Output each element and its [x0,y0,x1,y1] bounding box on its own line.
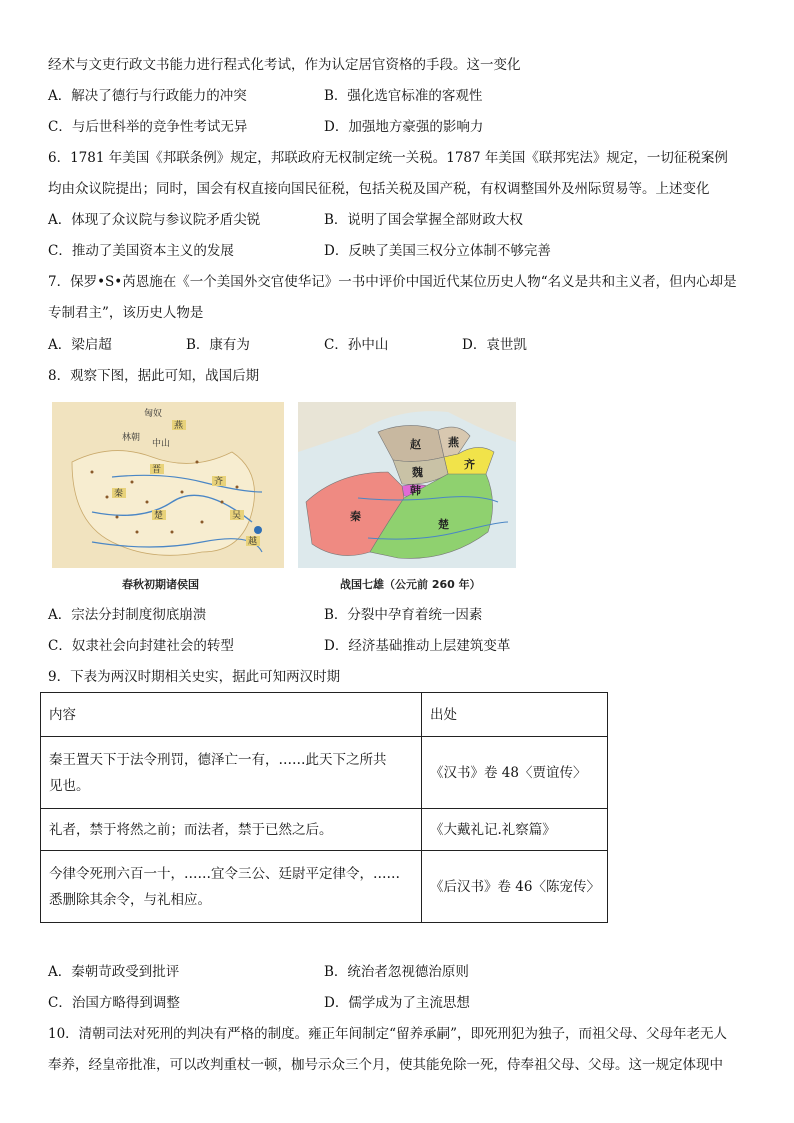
map1-label-jin: 晋 [152,465,162,475]
map2-label-qi: 齐 [464,458,475,471]
q9-option-a[interactable]: A．秦朝苛政受到批评 [48,964,180,980]
map2-label-chu: 楚 [438,518,449,531]
q8-option-d[interactable]: D．经济基础推动上层建筑变革 [324,638,511,654]
table-cell-source: 《汉书》卷 48〈贾谊传〉 [422,737,608,809]
map2-label-wei: 魏 [412,466,423,479]
map1-label-chu: 楚 [154,511,164,521]
q9-stem: 9．下表为两汉时期相关史实，据此可知两汉时期 [48,669,341,685]
history-source-table [40,692,608,923]
cell-text-line: 见也。 [49,777,90,794]
q7-option-a[interactable]: A．梁启超 [48,337,112,353]
table-cell-source: 《后汉书》卷 46〈陈宠传〉 [422,851,608,923]
map1-label-qin: 秦 [114,489,124,499]
map1-label-linchao: 林朝 [122,433,141,443]
q8-option-a[interactable]: A．宗法分封制度彻底崩溃 [48,607,207,623]
table-header-content: 内容 [41,693,422,737]
q7-option-b[interactable]: B．康有为 [186,337,250,353]
table-row [41,737,608,809]
q5-option-c[interactable]: C．与后世科举的竞争性考试无异 [48,119,248,135]
q7-option-c[interactable]: C．孙中山 [324,337,389,353]
cell-text-line: 秦王置天下于法令刑罚，德泽亡一有，……此天下之所共 [49,751,387,768]
warring-states-map [298,402,516,568]
q10-stem-line1: 10．清朝司法对死刑的判决有严格的制度。雍正年间制定“留养承嗣”，即死刑犯为独子，而祖父母、父母年老无人 [48,1026,727,1042]
q6-option-a[interactable]: A．体现了众议院与参议院矛盾尖锐 [48,212,261,228]
table-cell-content [41,737,422,809]
q6-stem-line2: 均由众议院提出；同时，国会有权直接向国民征税，包括关税及国产税，有权调整国外及州际贸易等。上述变化 [48,181,710,197]
map1-label-xiongnu: 匈奴 [144,409,163,419]
table-row [41,851,608,923]
spring-autumn-map [52,402,284,568]
q7-stem-line2: 专制君主”，该历史人物是 [48,305,204,321]
q7-stem-line1: 7．保罗•S•芮恩施在《一个美国外交官使华记》一书中评价中国近代某位历史人物“名义是共和主义者，但内心却是 [48,274,737,290]
map2-label-han: 韩 [410,484,421,497]
map1-label-qi: 齐 [214,477,224,487]
table-cell-source: 《大戴礼记.礼察篇》 [422,809,608,851]
q6-stem-line1: 6．1781 年美国《邦联条例》规定，邦联政府无权制定统一关税。1787 年美国《联邦宪法》规定，一切征税案例 [48,150,728,166]
table-header-source: 出处 [422,693,608,737]
q8-stem: 8．观察下图，据此可知，战国后期 [48,368,260,384]
q6-option-c[interactable]: C．推动了美国资本主义的发展 [48,243,234,259]
table-cell-content [41,851,422,923]
q5-option-a[interactable]: A．解决了德行与行政能力的冲突 [48,88,247,104]
q9-option-b[interactable]: B．统治者忽视德治原则 [324,964,469,980]
cell-text-line: 今律令死刑六百一十，……宜令三公、廷尉平定律令，…… [49,865,400,882]
q5-option-b[interactable]: B．强化选官标准的客观性 [324,88,483,104]
map1-label-yan: 燕 [174,421,184,431]
q6-option-d[interactable]: D．反映了美国三权分立体制不够完善 [324,243,551,259]
map2-label-zhao: 赵 [410,438,421,451]
q10-stem-line2: 奉养，经皇帝批准，可以改判重杖一顿，枷号示众三个月，使其能免除一死，侍奉祖父母、父母。这一规定体现中 [48,1057,723,1073]
q9-option-c[interactable]: C．治国方略得到调整 [48,995,180,1011]
map2-caption: 战国七雄（公元前 260 年） [340,578,481,591]
map1-caption: 春秋初期诸侯国 [122,578,199,591]
map1-label-zhongshan: 中山 [152,439,171,449]
q8-option-c[interactable]: C．奴隶社会向封建社会的转型 [48,638,234,654]
q5-stem-tail: 经术与文吏行政文书能力进行程式化考试，作为认定居官资格的手段。这一变化 [48,57,521,73]
map1-label-yue: 越 [248,537,258,547]
map2-label-qin: 秦 [350,510,361,523]
cell-text-line: 悉删除其余令，与礼相应。 [49,891,211,908]
table-row [41,809,608,851]
q5-option-d[interactable]: D．加强地方豪强的影响力 [324,119,484,135]
q6-option-b[interactable]: B．说明了国会掌握全部财政大权 [324,212,523,228]
map1-label-wu: 吴 [232,511,242,521]
q9-option-d[interactable]: D．儒学成为了主流思想 [324,995,470,1011]
q7-option-d[interactable]: D．袁世凯 [462,337,527,353]
table-cell-content: 礼者，禁于将然之前；而法者，禁于已然之后。 [41,809,422,851]
q8-option-b[interactable]: B．分裂中孕育着统一因素 [324,607,483,623]
map2-label-yan: 燕 [448,436,459,449]
